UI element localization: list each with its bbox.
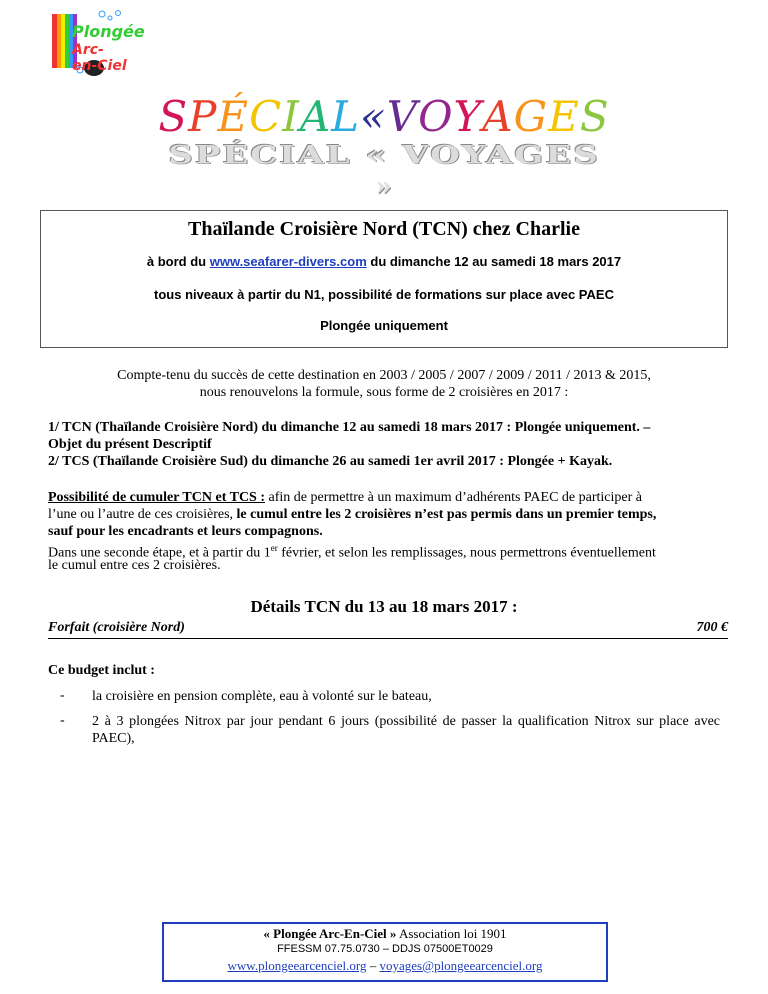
seafarer-link[interactable]: www.seafarer-divers.com — [209, 254, 367, 269]
cumul-bold-2: sauf pour les encadrants et leurs compagnons. — [48, 524, 323, 539]
cumul-line-2 — [48, 506, 720, 523]
cumul-text-3a: Dans une seconde étape, et à partir du 1 — [48, 545, 271, 561]
budget-heading: Ce budget inclut : — [48, 663, 155, 678]
footer-email-link[interactable]: voyages@plongeearcenciel.org — [379, 958, 543, 973]
bullet-marker-1: - — [60, 688, 65, 703]
club-logo — [50, 8, 145, 80]
forfait-price: 700 € — [696, 620, 728, 635]
cumul-line-1 — [48, 489, 720, 506]
banner-title — [0, 92, 768, 141]
trip-levels: tous niveaux à partir du N1, possibilité de formations sur place avec PAEC — [154, 287, 614, 302]
trip-title: Thaïlande Croisière Nord (TCN) chez Charlie — [187, 218, 580, 240]
budget-item-2: 2 à 3 plongées Nitrox par jour pendant 6 jours (possibilité de passer la qualification Nitrox sur place avec PAEC), — [92, 714, 720, 746]
intro-line-2: nous renouvelons la formule, sous forme de 2 croisières en 2017 : — [199, 385, 569, 400]
bullet-marker-2: - — [60, 713, 65, 728]
cumul-bold-1: le cumul entre les 2 croisières n’est pas permis dans un premier temps, — [236, 507, 657, 522]
cumul-text-3b: février, et selon les remplissages, nous permettrons éventuellement — [277, 545, 656, 561]
logo-text-plongee: Plongée — [72, 22, 145, 41]
banner-title-text: SPÉCIAL«VOYAGES — [158, 92, 610, 141]
trip-dates-suffix: du dimanche 12 au samedi 18 mars 2017 — [366, 254, 622, 269]
footer-ids: FFESSM 07.75.0730 – DDJS 07500ET0029 — [277, 943, 493, 955]
forfait-row — [48, 620, 728, 639]
footer-sep: – — [366, 958, 380, 973]
trip-type: Plongée uniquement — [320, 318, 448, 333]
forfait-label: Forfait (croisière Nord) — [48, 620, 185, 635]
footer-assoc: Association loi 1901 — [396, 926, 507, 941]
footer-line-3 — [164, 958, 606, 974]
logo-text-arcenciel: Arc-en-Ciel — [72, 42, 127, 74]
footer-club-name: « Plongée Arc-En-Ciel » — [263, 926, 397, 941]
budget-item-1: la croisière en pension complète, eau à volonté sur le bateau, — [92, 689, 432, 704]
cruise-2: 2/ TCS (Thaïlande Croisière Sud) du dimanche 26 au samedi 1er avril 2017 : Plongée + Kayak. — [48, 454, 613, 469]
cruise-1-line-a: 1/ TCN (Thaïlande Croisière Nord) du dimanche 12 au samedi 18 mars 2017 : Plongée uniquement. – — [48, 420, 651, 435]
banner-shadow: SPÉCIAL « VOYAGES — [168, 140, 600, 170]
cumul-sup: er — [270, 543, 278, 553]
cumul-text-2: l’une ou l’autre de ces croisières, — [48, 507, 237, 522]
footer-line-1 — [164, 926, 606, 942]
cruise-1-line-b: Objet du présent Descriptif — [48, 437, 212, 452]
cumul-heading: Possibilité de cumuler TCN et TCS : — [48, 490, 266, 505]
trip-dates-prefix: à bord du — [146, 254, 210, 269]
details-heading: Détails TCN du 13 au 18 mars 2017 : — [250, 597, 518, 616]
footer-box — [162, 922, 608, 982]
footer-site-link[interactable]: www.plongeearcenciel.org — [227, 958, 367, 973]
cumul-text-1: afin de permettre à un maximum d’adhérents PAEC de participer à — [265, 490, 642, 505]
cumul-line-4: le cumul entre ces 2 croisières. — [48, 558, 221, 573]
trip-dates — [40, 254, 728, 269]
intro-line-1: Compte-tenu du succès de cette destination en 2003 / 2005 / 2007 / 2009 / 2011 / 2013 & 2015, — [117, 368, 651, 383]
banner-close-quote: » — [376, 168, 392, 201]
